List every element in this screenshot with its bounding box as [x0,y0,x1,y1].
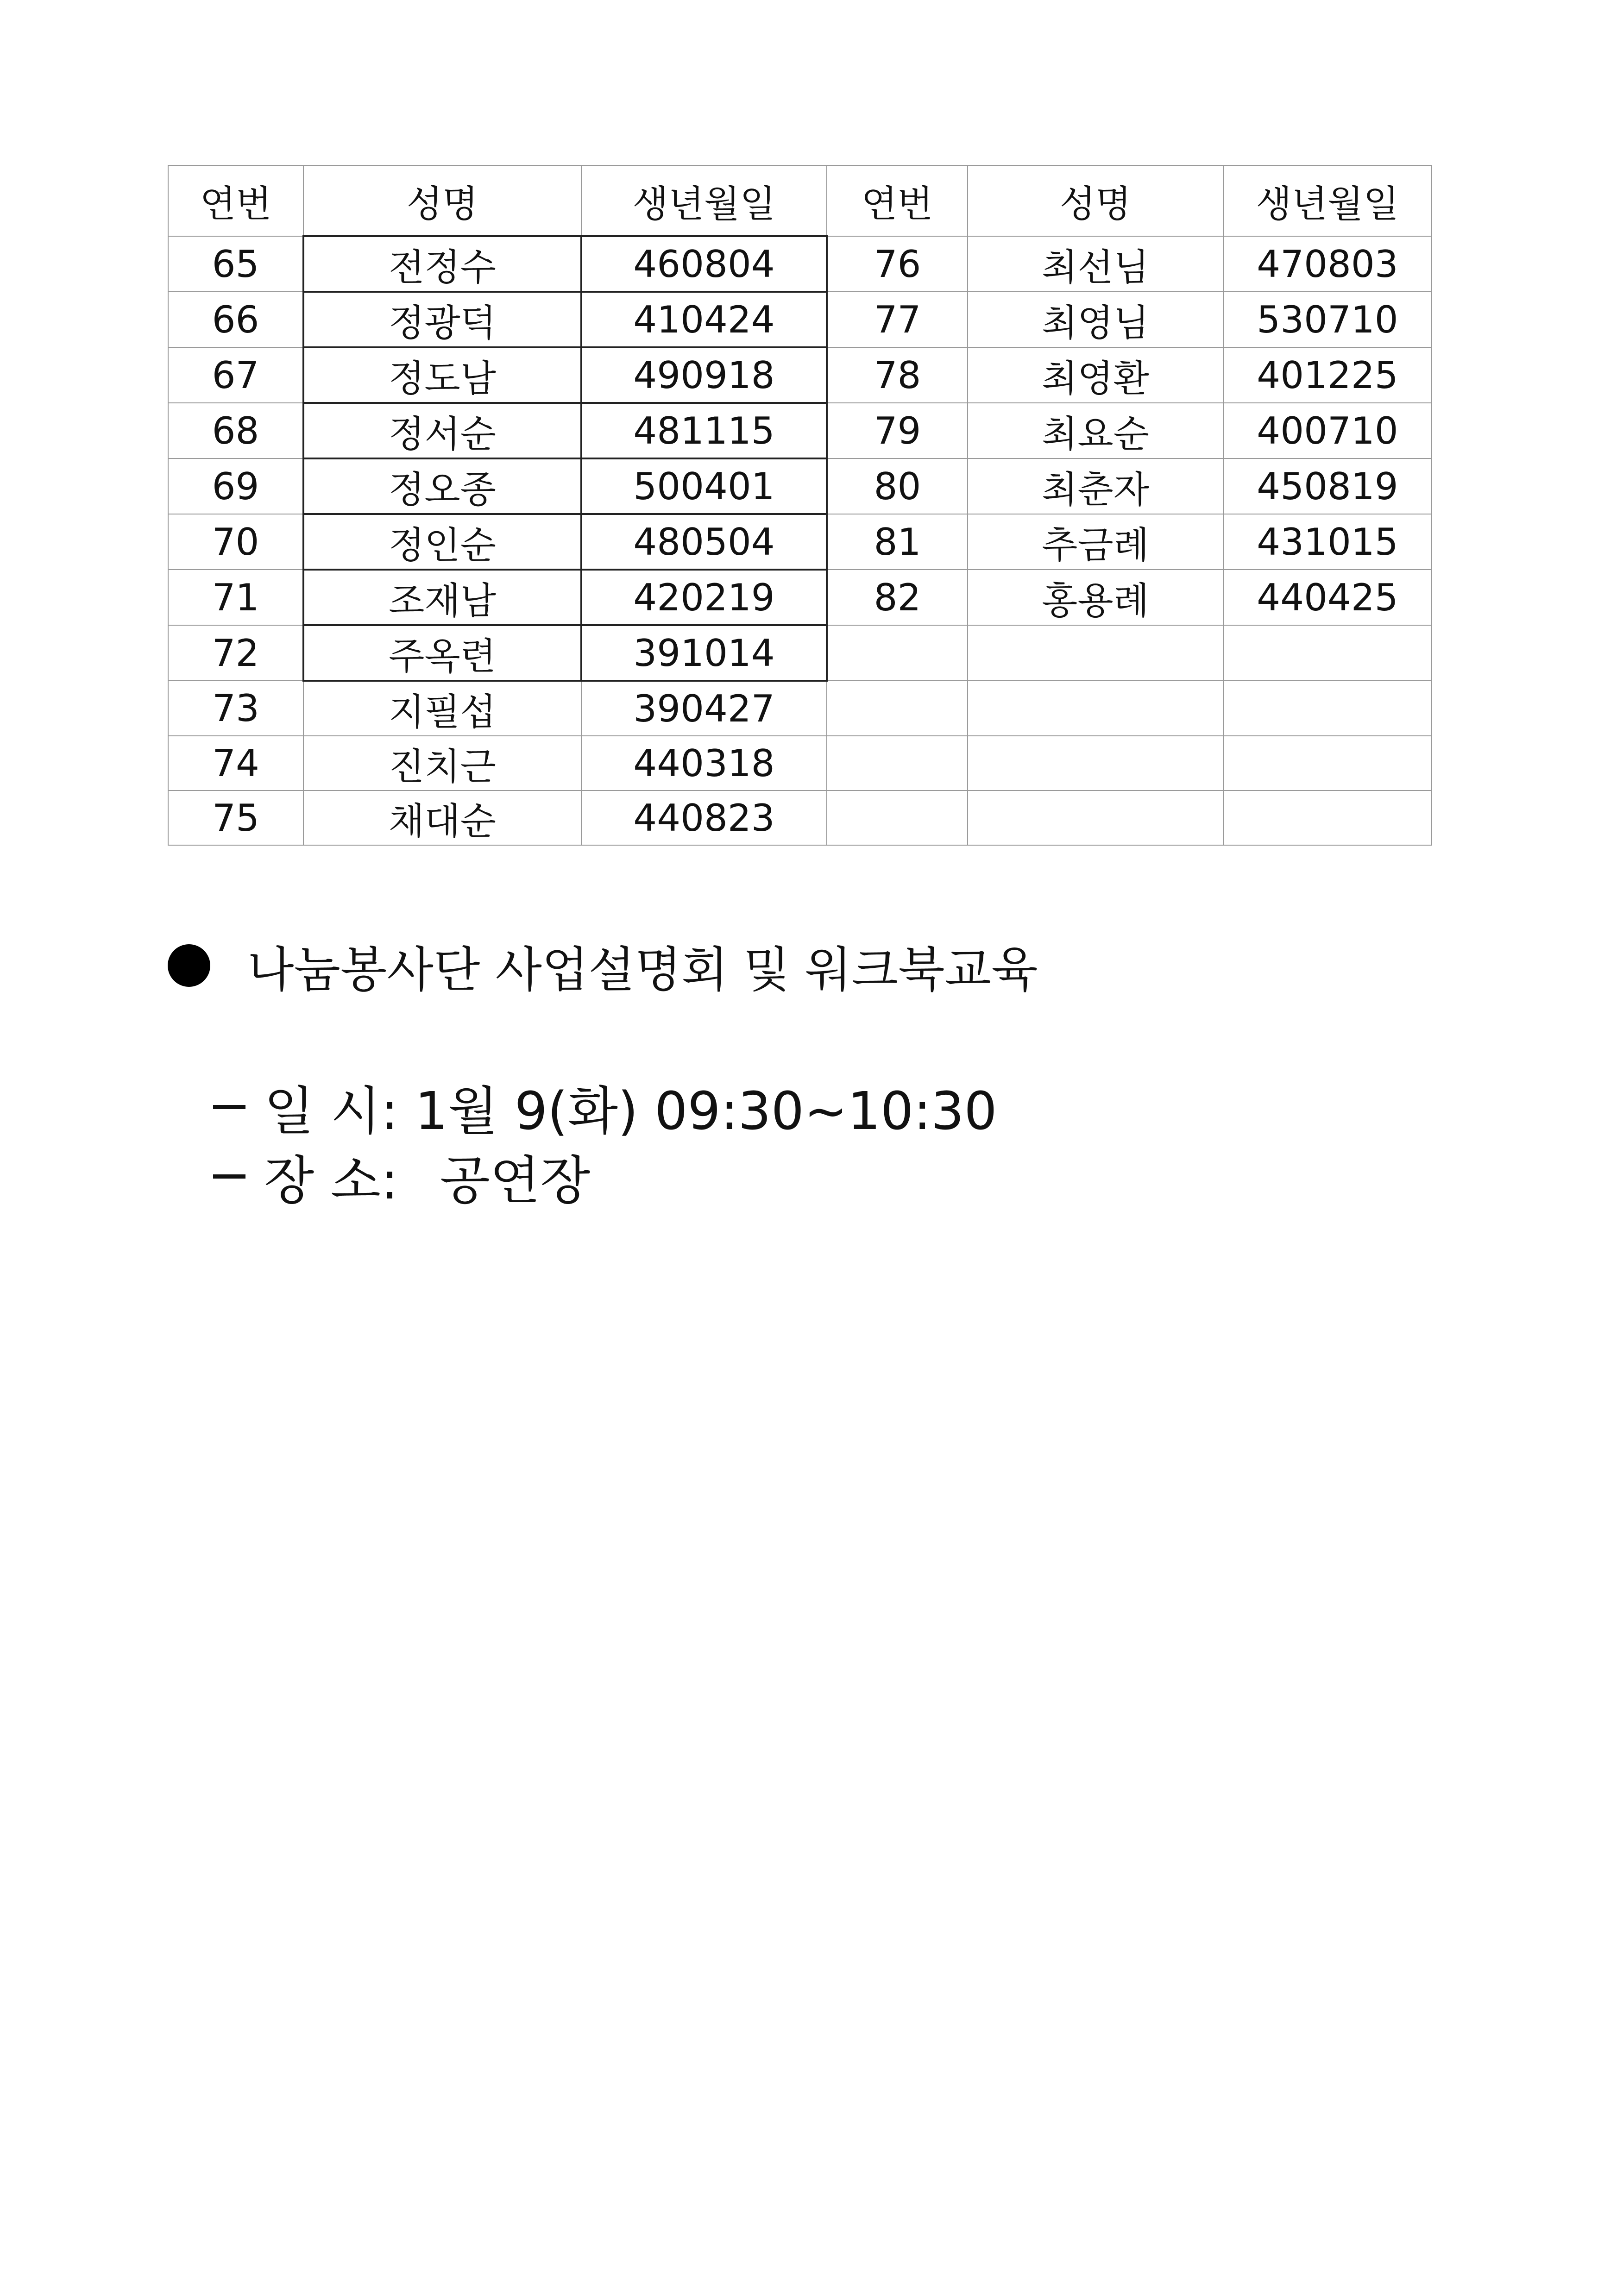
birthdate-cell: 420219 [581,570,827,625]
table-row [168,514,1432,570]
seq-cell: 69 [168,458,303,514]
name-cell: 진치근 [303,736,581,790]
seq-cell: 72 [168,625,303,681]
table-row [168,681,1432,736]
seq-cell: 67 [168,347,303,403]
name-cell: 정도남 [303,347,581,403]
header-seq: 연번 [168,165,303,236]
table-row [168,347,1432,403]
name-cell: 채대순 [303,790,581,845]
birthdate-cell: 450819 [1223,458,1432,514]
dash-icon [213,1174,245,1179]
name-cell: 정서순 [303,403,581,458]
table-row [168,625,1432,681]
birthdate-cell: 391014 [581,625,827,681]
name-cell: 조재남 [303,570,581,625]
header-seq: 연번 [827,165,968,236]
birthdate-cell [1223,681,1432,736]
seq-cell: 76 [827,236,968,292]
seq-cell: 75 [168,790,303,845]
name-cell: 지필섭 [303,681,581,736]
table-row [168,458,1432,514]
seq-cell [827,625,968,681]
datetime-value: 1월 9(화) 09:30~10:30 [415,1081,997,1142]
datetime-label: 일 시: [264,1081,398,1142]
birthdate-cell: 400710 [1223,403,1432,458]
seq-cell: 78 [827,347,968,403]
table-row [168,292,1432,347]
name-cell: 최영님 [968,292,1223,347]
name-cell [968,736,1223,790]
table-row [168,790,1432,845]
seq-cell: 81 [827,514,968,570]
seq-cell: 73 [168,681,303,736]
header-birthdate: 생년월일 [581,165,827,236]
birthdate-cell: 440425 [1223,570,1432,625]
filled-circle-icon [168,944,210,987]
header-birthdate: 생년월일 [1223,165,1432,236]
birthdate-cell: 440318 [581,736,827,790]
seq-cell: 79 [827,403,968,458]
seq-cell: 82 [827,570,968,625]
location-value: 공연장 [440,1151,591,1211]
name-cell: 홍용례 [968,570,1223,625]
birthdate-cell: 390427 [581,681,827,736]
birthdate-cell: 480504 [581,514,827,570]
birthdate-cell: 500401 [581,458,827,514]
birthdate-cell: 440823 [581,790,827,845]
birthdate-cell [1223,790,1432,845]
seq-cell: 68 [168,403,303,458]
birthdate-cell: 470803 [1223,236,1432,292]
section-heading [168,931,1038,1000]
name-cell: 최선님 [968,236,1223,292]
seq-cell: 74 [168,736,303,790]
dash-icon [213,1105,245,1109]
birthdate-cell [1223,625,1432,681]
name-cell: 추금례 [968,514,1223,570]
name-cell: 정오종 [303,458,581,514]
seq-cell: 77 [827,292,968,347]
seq-cell: 80 [827,458,968,514]
birthdate-cell: 490918 [581,347,827,403]
name-cell [968,790,1223,845]
datetime-line [213,1070,997,1144]
roster-table [168,165,1432,846]
name-cell: 최요순 [968,403,1223,458]
seq-cell [827,790,968,845]
header-name: 성명 [968,165,1223,236]
seq-cell: 65 [168,236,303,292]
name-cell: 전정수 [303,236,581,292]
birthdate-cell: 530710 [1223,292,1432,347]
location-label: 장 소: [264,1151,398,1211]
table-row [168,403,1432,458]
birthdate-cell: 481115 [581,403,827,458]
seq-cell [827,681,968,736]
name-cell: 최춘자 [968,458,1223,514]
name-cell: 주옥련 [303,625,581,681]
table-row [168,236,1432,292]
birthdate-cell: 460804 [581,236,827,292]
name-cell: 최영환 [968,347,1223,403]
name-cell: 정광덕 [303,292,581,347]
name-cell [968,681,1223,736]
birthdate-cell: 401225 [1223,347,1432,403]
birthdate-cell: 431015 [1223,514,1432,570]
table-row [168,736,1432,790]
seq-cell: 71 [168,570,303,625]
seq-cell [827,736,968,790]
name-cell: 정인순 [303,514,581,570]
section-title: 나눔봉사단 사업설명회 및 워크북교육 [247,941,1038,998]
seq-cell: 70 [168,514,303,570]
birthdate-cell: 410424 [581,292,827,347]
birthdate-cell [1223,736,1432,790]
header-name: 성명 [303,165,581,236]
location-line [213,1139,590,1214]
name-cell [968,625,1223,681]
table-row [168,570,1432,625]
seq-cell: 66 [168,292,303,347]
table-header-row [168,165,1432,236]
